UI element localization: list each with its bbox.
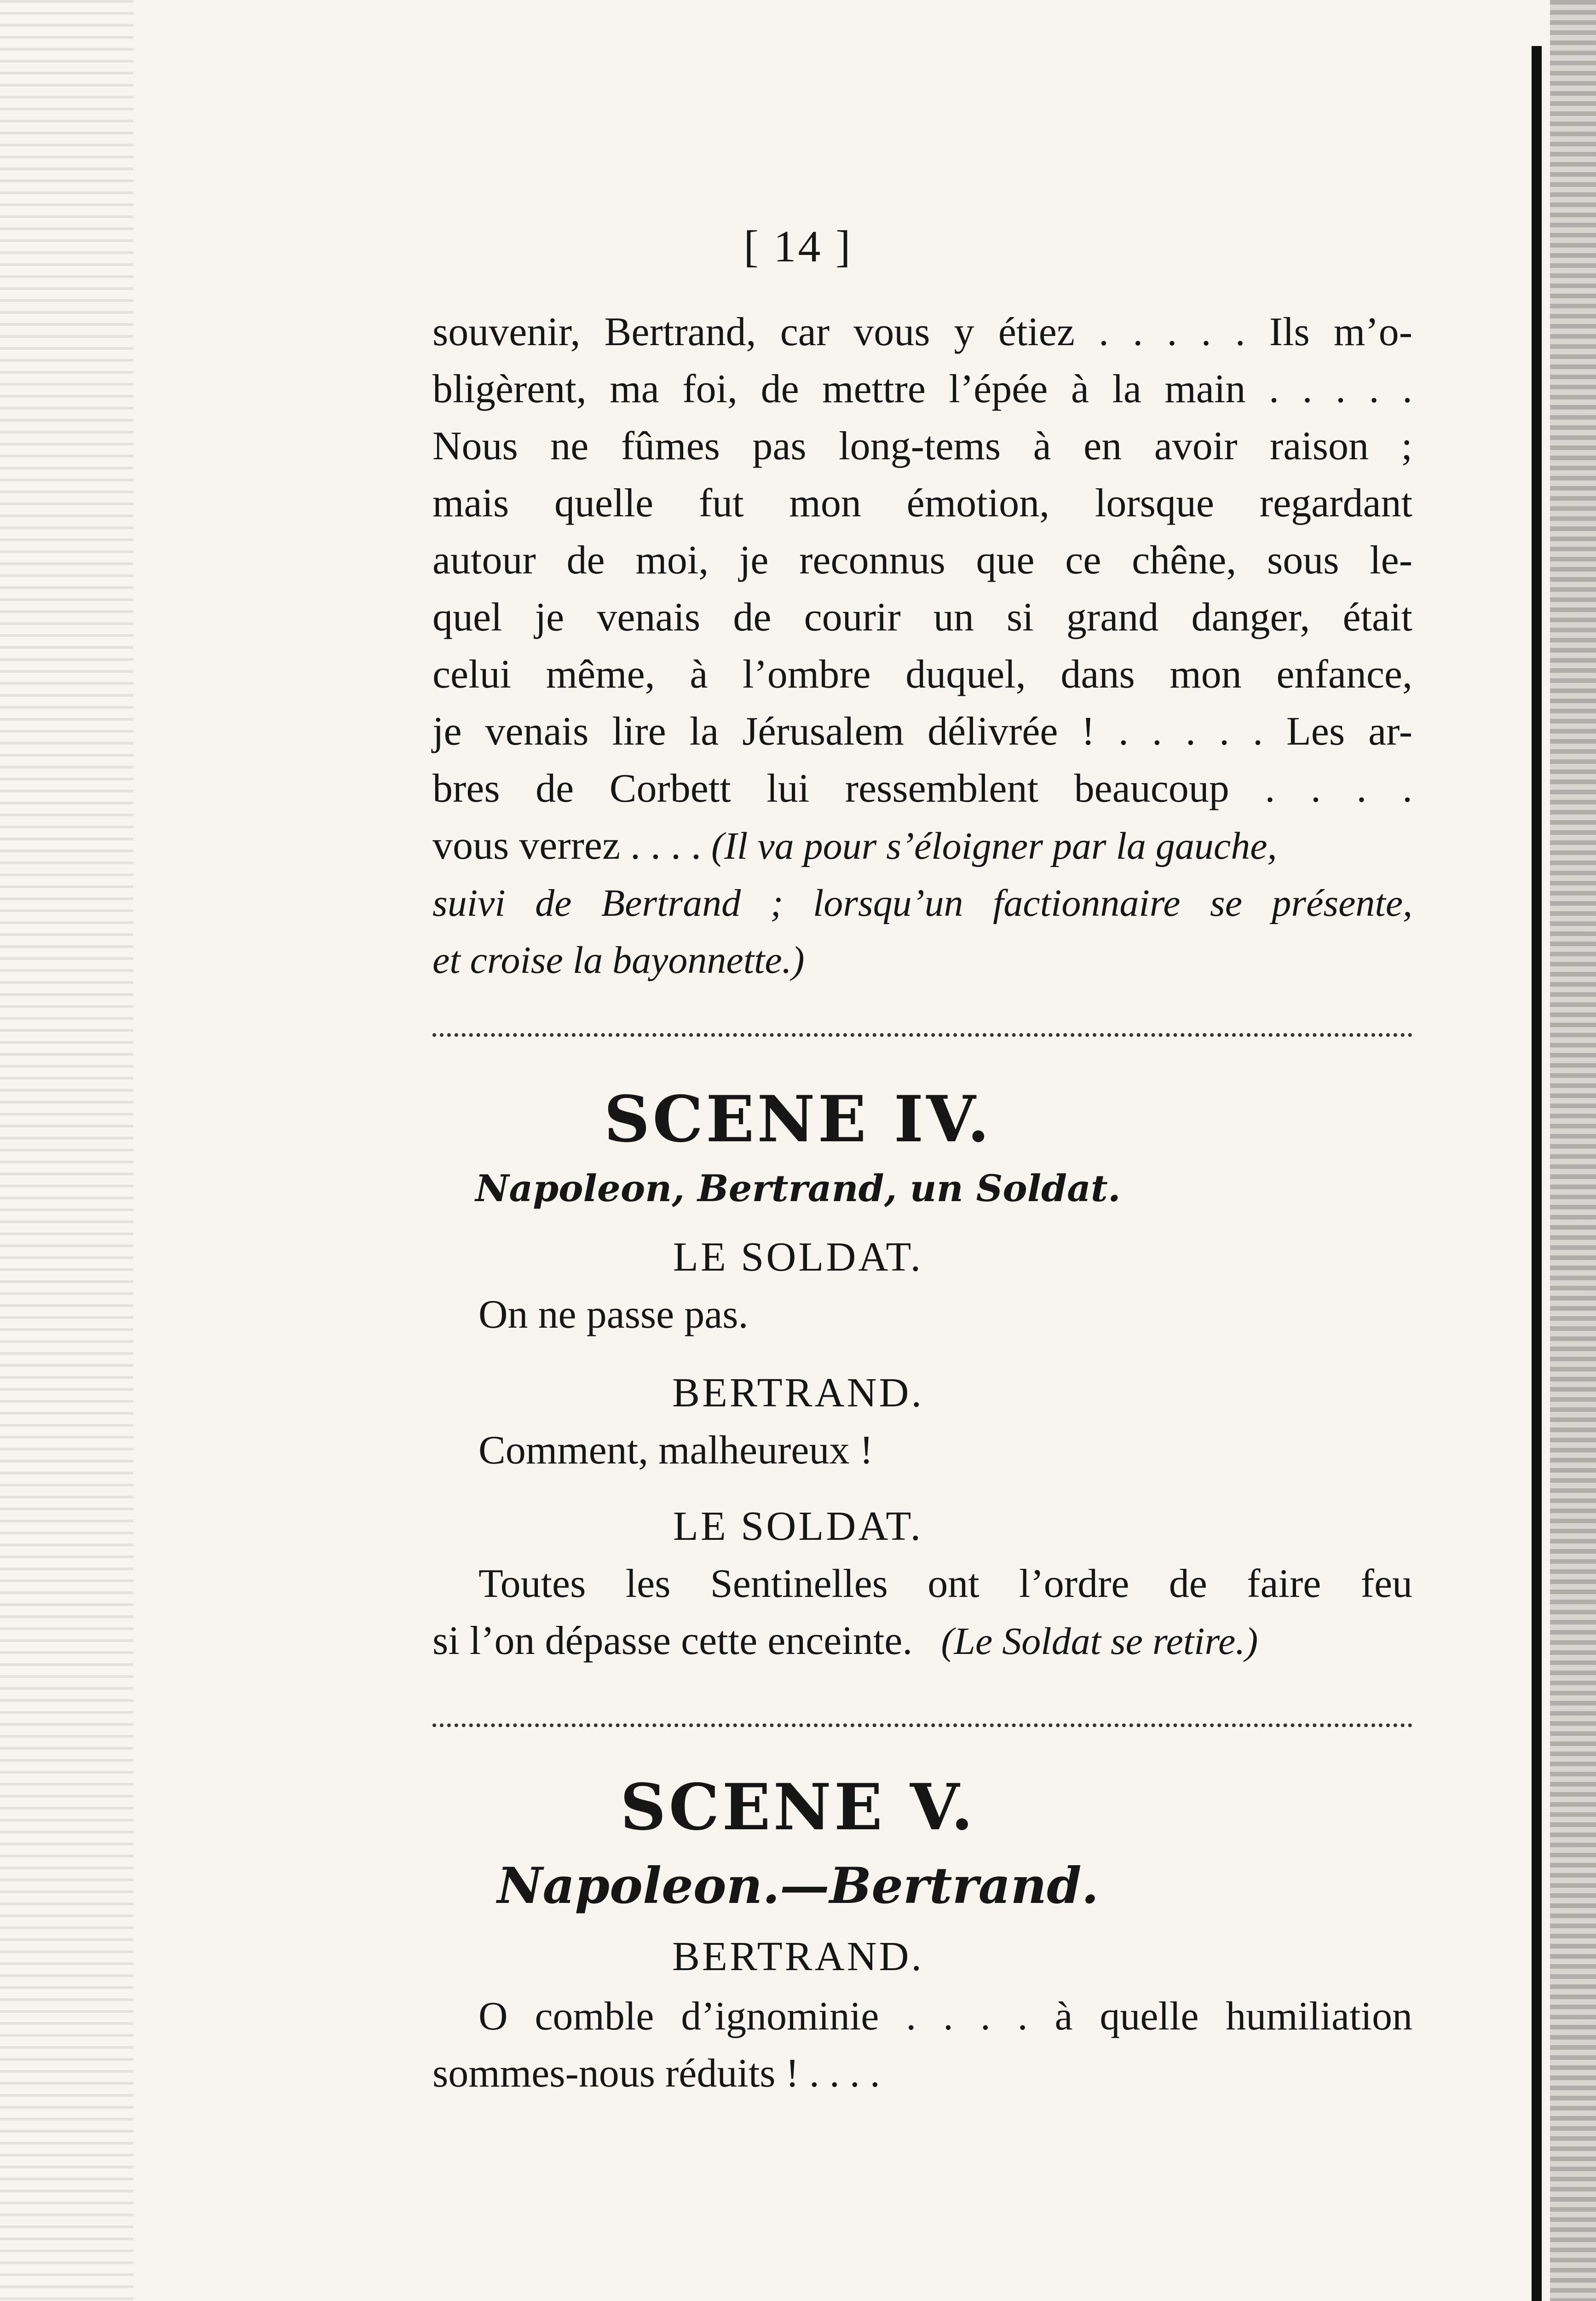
text-line: celui même, à l’ombre duquel, dans mon enfance, [432, 652, 1412, 697]
stage-direction: (Le Soldat se retire.) [941, 1620, 1258, 1663]
text-line: bligèrent, ma foi, de mettre l’épée à la main . . . . . [432, 367, 1412, 411]
stage-direction: suivi de Bertrand ; lorsqu’un factionnaire se présente, [432, 882, 1412, 925]
dotted-separator [432, 1033, 1412, 1037]
stage-direction: et croise la bayonnette.) [432, 939, 805, 982]
speech [432, 1555, 1412, 1670]
text-run: si l’on dépasse cette enceinte. [432, 1619, 913, 1663]
text-line-mixed [432, 817, 1412, 875]
speech-line: O comble d’ignominie . . . . à quelle humiliation [478, 1994, 1412, 2039]
speaker-name: LE SOLDAT. [673, 1234, 923, 1280]
text-line: souvenir, Bertrand, car vous y étiez . . . . . Ils m’o- [432, 310, 1412, 354]
dotted-separator [432, 1723, 1412, 1727]
scene-title: SCENE V. [620, 1769, 976, 1844]
stage-direction: (Il va pour s’éloigner par la gauche, [711, 825, 1277, 867]
speech-line: Comment, malheureux ! [478, 1428, 873, 1473]
scene-title: SCENE IV. [604, 1081, 992, 1156]
speech-line: sommes-nous réduits ! . . . . [432, 2051, 880, 2096]
text-line: autour de moi, je reconnus que ce chêne, sous le- [432, 538, 1412, 583]
text-line: quel je venais de courir un si grand danger, était [432, 595, 1412, 640]
speaker-name: LE SOLDAT. [673, 1503, 923, 1549]
text-line: Nous ne fûmes pas long-tems à en avoir raison ; [432, 424, 1412, 468]
speech-line: Toutes les Sentinelles ont l’ordre de faire feu [478, 1561, 1412, 1606]
speaker-name: BERTRAND. [672, 1370, 924, 1416]
text-run: vous verrez . . . . [432, 823, 712, 868]
speech [432, 1988, 1412, 2102]
page-number: [ 14 ] [743, 222, 853, 272]
text-line: je venais lire la Jérusalem délivrée ! . . . . . Les ar- [432, 709, 1412, 754]
speech-line-mixed [432, 1613, 1412, 1670]
scene-cast: Napoleon, Bertrand, un Soldat. [475, 1167, 1121, 1210]
text-line: mais quelle fut mon émotion, lorsque regardant [432, 481, 1412, 526]
speech [432, 1422, 1412, 1479]
speaker-name: BERTRAND. [672, 1934, 924, 1979]
speech [432, 1286, 1412, 1343]
continuation-paragraph [432, 304, 1412, 989]
scene-cast: Napoleon.—Bertrand. [497, 1857, 1099, 1915]
speech-line: On ne passe pas. [478, 1292, 749, 1337]
text-line: bres de Corbett lui ressemblent beaucoup . . . . [432, 766, 1412, 811]
